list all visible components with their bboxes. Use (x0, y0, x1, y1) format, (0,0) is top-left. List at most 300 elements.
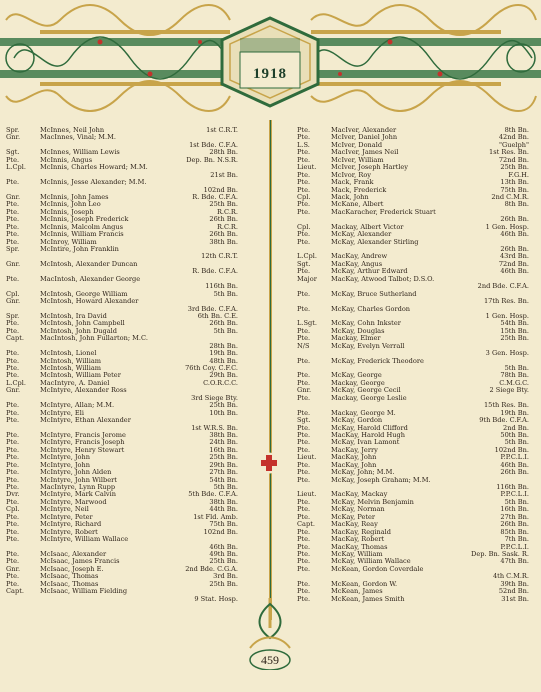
unit-label: C.M.G.C. (499, 378, 529, 387)
soldier-name: McInnis, Joseph (40, 207, 94, 216)
soldier-name: MacKay, Thomas (331, 542, 388, 551)
unit-label: 28th Bn. (209, 148, 238, 157)
rank-label: Pte. (6, 222, 20, 231)
soldier-name: McKay, Ivan Lamont (331, 438, 400, 447)
rank-label: Pte. (297, 430, 311, 439)
unit-label: 1st Res. Bn. (489, 148, 529, 157)
rank-label: Pte. (6, 408, 20, 417)
rank-label: Pte. (297, 594, 311, 603)
soldier-name: McIntyre, Richard (40, 520, 102, 529)
rank-label: Pte. (297, 304, 311, 313)
rank-label: Pte. (6, 475, 20, 484)
soldier-name: Mackay, Elmer (331, 334, 381, 343)
unit-label: 46th Bn. (500, 460, 529, 469)
unit-label: 2nd Bde. C.G.A. (185, 564, 238, 573)
unit-label: 24th Bn. (209, 438, 238, 447)
rank-label: Sgt. (297, 259, 311, 268)
soldier-name: McInroy, William (40, 237, 97, 246)
rank-label: Cpl. (297, 222, 311, 231)
rank-label: Pte. (297, 587, 311, 596)
soldier-name: McKay, Norman (331, 505, 385, 514)
unit-label: 2nd Bde. C.F.A. (477, 282, 529, 291)
unit-label: 5th Bn. (213, 289, 238, 298)
rank-label: Gnr. (6, 386, 21, 395)
soldier-name: McIntyre, John (40, 460, 91, 469)
unit-label: 16th Bn. (209, 445, 238, 454)
rank-label: Gnr. (297, 386, 312, 395)
unit-label: 5th Bn. (213, 483, 238, 491)
soldier-name: Mack, Frederick (331, 185, 387, 194)
soldier-name: MacIntosh, Alexander George (40, 274, 141, 283)
rank-label: Spr. (6, 126, 20, 134)
rank-label: Pte. (6, 371, 20, 380)
unit-label: F.G.H. (508, 170, 529, 179)
roll-entry (6, 276, 238, 283)
unit-label: 26th Bn. (500, 245, 529, 253)
rank-label: Pte. (297, 549, 311, 558)
rank-label: Pte. (6, 319, 20, 328)
unit-label: 3 Gen. Hosp. (485, 349, 529, 358)
soldier-name: McIver, Donald (331, 140, 383, 149)
soldier-name: McInnis, Angus (40, 155, 93, 164)
rank-label: Gnr. (6, 192, 21, 201)
soldier-name: Mackay, George M. (331, 408, 396, 417)
soldier-name: McIntyre, John Wilbert (40, 475, 117, 484)
unit-label: 72nd Bn. (498, 155, 529, 164)
soldier-name: MacKay, Angus (331, 259, 383, 268)
rank-label: Major (297, 274, 317, 283)
unit-label: 5th Bn. (504, 497, 529, 506)
rank-label: Pte. (6, 349, 20, 358)
rank-label: Lieut. (297, 453, 317, 462)
soldier-name: McKay, William Wallace (331, 557, 411, 566)
rank-label: Pte. (6, 416, 20, 425)
soldier-name: McKay, Arthur Edward (331, 267, 408, 276)
rank-label: Pte. (6, 520, 20, 529)
soldier-name: McKean, James Smith (331, 594, 405, 603)
unit-label: 1st W.R.S. Bn. (191, 423, 238, 432)
year-label: 1918 (253, 66, 287, 82)
unit-label: 1st C.R.T. (206, 126, 238, 134)
unit-label: 48th Bn. (209, 356, 238, 365)
unit-label: 26th Bn. (500, 215, 529, 224)
rank-label: Pte. (6, 572, 20, 581)
roll-entry (6, 335, 238, 342)
soldier-name: McKay, Melvin Benjamin (331, 497, 414, 506)
rank-label: Pte. (6, 326, 20, 335)
unit-label: 46th Bn. (500, 230, 529, 239)
rank-label: Pte. (6, 460, 20, 469)
unit-label: 26th Bn. (500, 468, 529, 477)
rank-label: Pte. (6, 579, 20, 588)
soldier-name: MacKay, Reginald (331, 527, 391, 536)
soldier-name: McIntire, John Franklin (40, 245, 119, 253)
unit-label: P.P.C.L.I. (500, 490, 529, 499)
soldier-name: McInnis, John James (40, 192, 109, 201)
unit-label: 27th Bn. (500, 512, 529, 521)
unit-label: 26th Bn. (500, 520, 529, 529)
rank-label: Pte. (6, 155, 20, 164)
unit-label: 102nd Bn. (203, 185, 238, 194)
soldier-name: McKean, Gordon Coverdale (331, 564, 424, 573)
unit-label: 8th Bn. (504, 200, 529, 209)
unit-label: 116th Bn. (205, 282, 238, 291)
soldier-name: McIntyre, Marwood (40, 497, 107, 506)
unit-label: 76th Coy. C.F.C. (185, 364, 238, 372)
unit-label: 25th Bn. (209, 200, 238, 209)
soldier-name: MacIntosh, John Fullarton; M.C. (40, 334, 148, 343)
soldier-name: McKay, Evelyn Verrall (331, 341, 405, 350)
soldier-name: Mack, John (331, 192, 369, 201)
unit-label: 9th Bde. C.F.A. (479, 416, 529, 425)
unit-label: 46th Bn. (209, 542, 238, 551)
soldier-name: McIver, Daniel John (331, 133, 398, 142)
rank-label: Pte. (297, 356, 311, 365)
unit-label: 25th Bn. (500, 163, 529, 172)
rank-label: L.Cpl. (297, 252, 317, 261)
rank-label: Pte. (6, 512, 20, 521)
unit-label: Dep. Bn. N.S.R. (186, 155, 238, 164)
soldier-name: McIntyre, Ethan Alexander (40, 416, 131, 425)
unit-label: 28th Bn. (209, 341, 238, 350)
soldier-name: McKay, Frederick Theodore (331, 356, 424, 365)
rank-label: Capt. (6, 334, 24, 343)
rank-label: Pte. (297, 267, 311, 276)
rank-label: Lieut. (297, 163, 317, 172)
unit-label: 5th Bn. (504, 438, 529, 447)
rank-label: L.Cpl. (6, 378, 26, 387)
soldier-name: McKane, Albert (331, 200, 384, 209)
soldier-name: McIntosh, George William (40, 289, 128, 298)
unit-label: 7th Bn. (504, 535, 529, 544)
unit-label: 19th Bn. (500, 408, 529, 417)
soldier-name: McInnis, Charles Howard; M.M. (40, 163, 148, 172)
unit-label: 3rd Bde. C.F.A. (187, 304, 238, 313)
soldier-name: McIsaac, Alexander (40, 549, 107, 558)
soldier-name: McIsaac, William Fielding (40, 587, 128, 596)
unit-label: 1 Gen. Hosp. (485, 311, 529, 320)
rank-label: Lieut. (297, 490, 317, 499)
rank-label: Pte. (6, 200, 20, 209)
rank-label: Pte. (6, 549, 20, 558)
unit-label: 26th Bn. (209, 319, 238, 328)
soldier-name: McIntyre, Peter (40, 512, 93, 521)
unit-label: 21st Bn. (210, 170, 238, 179)
soldier-name: McIntyre, Mark Calvin (40, 490, 117, 499)
unit-label: 15th Res. Bn. (483, 401, 529, 410)
rank-label: Capt. (297, 520, 315, 529)
unit-label: 50th Bn. (500, 430, 529, 439)
rank-label: Pte. (6, 468, 20, 477)
rank-label: Pte. (297, 133, 311, 142)
soldier-name: McKay, Gordon (331, 416, 383, 425)
soldier-name: McIntosh, Lionel (40, 349, 97, 358)
roll-entry (6, 596, 238, 603)
rank-label: Pte. (6, 483, 20, 491)
unit-label: 116th Bn. (496, 483, 529, 491)
unit-label: 75th Bn. (209, 520, 238, 529)
soldier-name: McIntyre, Allan; M.M. (40, 401, 115, 410)
unit-label: 2nd C.M.R. (491, 192, 529, 201)
soldier-name: MacKaracher, Frederick Stuart (331, 207, 436, 216)
roll-entry (6, 164, 238, 171)
rank-label: Pte. (6, 356, 20, 365)
roll-entry (297, 596, 529, 603)
unit-label: 17th Res. Bn. (483, 297, 529, 306)
soldier-name: McIsaac, Thomas (40, 572, 99, 581)
unit-label: 39th Bn. (500, 579, 529, 588)
soldier-name: MacKay, Mackay (331, 490, 388, 499)
soldier-name: McIntosh, John Campbell (40, 319, 125, 328)
unit-label: 25th Bn. (209, 453, 238, 462)
rank-label: Capt. (6, 587, 24, 596)
unit-label: 54th Bn. (209, 475, 238, 484)
rank-label: Pte. (6, 274, 20, 283)
soldier-name: MacIntyre, A. Daniel (40, 378, 110, 387)
rank-label: L.Sgt. (297, 319, 317, 328)
soldier-name: McInnis, Malcolm Angus (40, 222, 123, 231)
soldier-name: McIntosh, John Dugald (40, 326, 117, 335)
soldier-name: McKay, George (331, 371, 382, 380)
unit-label: 5th Bde. C.F.A. (188, 490, 238, 499)
unit-label: 52nd Bn. (498, 587, 529, 596)
rank-label: Pte. (6, 535, 20, 544)
soldier-name: McKay, Alexander (331, 230, 392, 239)
soldier-name: McIvor, Roy (331, 170, 372, 179)
rank-label: Cpl. (6, 505, 20, 514)
rank-label: Pte. (297, 497, 311, 506)
soldier-name: McKay, Alexander Stirling (331, 237, 419, 246)
rank-label: Pte. (297, 579, 311, 588)
roll-entry (297, 239, 529, 246)
unit-label: 78th Bn. (500, 371, 529, 380)
soldier-name: McIntyre, Francis Jerome (40, 430, 126, 439)
rank-label: Pte. (6, 527, 20, 536)
rank-label: Pte. (297, 505, 311, 514)
soldier-name: McIntosh, Alexander Duncan (40, 259, 138, 268)
unit-label: P.P.C.L.I. (500, 542, 529, 551)
rank-label: Gnr. (6, 259, 21, 268)
unit-label: 25th Bn. (209, 401, 238, 410)
rank-label: Pte. (297, 378, 311, 387)
rank-label: Pte. (6, 438, 20, 447)
soldier-name: McIntyre, Robert (40, 527, 98, 536)
soldier-name: McIntosh, William Peter (40, 371, 121, 380)
rank-label: Pte. (297, 334, 311, 343)
unit-label: 44th Bn. (209, 505, 238, 514)
rank-label: Spr. (6, 311, 20, 320)
unit-label: 38th Bn. (209, 430, 238, 439)
rank-label: Pte. (6, 364, 20, 372)
soldier-name: McIsaac, Joseph E. (40, 564, 104, 573)
rank-label: Pte. (297, 557, 311, 566)
soldier-name: McInnis, Joseph Frederick (40, 215, 129, 224)
unit-label: 25th Bn. (209, 579, 238, 588)
rank-label: Pte. (6, 215, 20, 224)
rank-label: Pte. (297, 237, 311, 246)
unit-label: R. Bde. C.F.A. (192, 192, 238, 201)
soldier-name: McKay, George Cecil (331, 386, 401, 395)
soldier-name: McKay, Harold Clifford (331, 423, 408, 432)
rank-label: Pte. (297, 230, 311, 239)
unit-label: 1st Fld. Amb. (193, 512, 238, 521)
soldier-name: McKay, Douglas (331, 326, 385, 335)
unit-label: 102nd Bn. (494, 445, 529, 454)
rank-label: L.Cpl. (6, 163, 26, 172)
soldier-name: McIntyre, Alexander Ross (40, 386, 127, 395)
soldier-name: MacIntyre, Lynn Rupp (40, 483, 116, 491)
soldier-name: Mackay, George (331, 378, 385, 387)
unit-label: 10th Bn. (209, 408, 238, 417)
unit-label: 1 Gen. Hosp. (485, 222, 529, 231)
rank-label: Spr. (6, 245, 20, 253)
rank-label: Dvr. (6, 490, 20, 499)
rank-label: Sgt. (6, 148, 20, 157)
rank-label: Pte. (297, 155, 311, 164)
soldier-name: McInnes, William Lewis (40, 148, 120, 157)
soldier-name: McInnis, William Francis (40, 230, 124, 239)
rank-label: Pte. (297, 178, 311, 187)
unit-label: C.O.R.C.C. (203, 378, 238, 387)
unit-label: 75th Bn. (500, 185, 529, 194)
unit-label: 16th Bn. (500, 505, 529, 514)
rank-label: Gnr. (6, 297, 21, 306)
unit-label: 29th Bn. (209, 460, 238, 469)
unit-label: 102nd Bn. (203, 527, 238, 536)
soldier-name: MacKay, Reay (331, 520, 378, 529)
soldier-name: McIver, William (331, 155, 384, 164)
left-name-column (6, 127, 238, 603)
soldier-name: McIntyre, John Alden (40, 468, 112, 477)
rank-label: Pte. (297, 527, 311, 536)
unit-label: 38th Bn. (209, 237, 238, 246)
rank-label: Pte. (297, 535, 311, 544)
rank-label: Pte. (297, 185, 311, 194)
soldier-name: MacIver, Alexander (331, 126, 397, 134)
unit-label: 25th Bn. (500, 334, 529, 343)
unit-label: 43rd Bn. (499, 252, 529, 261)
unit-label: 9 Stat. Hosp. (194, 594, 238, 603)
rank-label: Cpl. (297, 192, 311, 201)
soldier-name: McKay, Bruce Sutherland (331, 289, 417, 298)
soldier-name: McIsaac, James Francis (40, 557, 120, 566)
soldier-name: Mackay, Albert Victor (331, 222, 404, 231)
rank-label: Pte. (297, 445, 311, 454)
unit-label: 8th Bn. (504, 126, 529, 134)
soldier-name: McIntyre, Eli (40, 408, 84, 417)
unit-label: P.P.C.L.I. (500, 453, 529, 462)
rank-label: Pte. (297, 408, 311, 417)
roll-entry (297, 209, 529, 216)
rank-label: Pte. (297, 207, 311, 216)
soldier-name: MacInnes, Vinal; M.M. (40, 133, 117, 142)
center-divider (268, 120, 273, 620)
soldier-name: McIntyre, Henry Stewart (40, 445, 125, 454)
unit-label: Dep. Bn. Sask. R. (471, 549, 529, 558)
rank-label: Pte. (297, 423, 311, 432)
rank-label: Pte. (6, 401, 20, 410)
unit-label: 25th Bn. (209, 557, 238, 566)
soldier-name: McKean, James (331, 587, 383, 596)
unit-label: 46th Bn. (500, 267, 529, 276)
soldier-name: MacKay, Harold Hugh (331, 430, 405, 439)
roll-entry (297, 477, 529, 484)
rank-label: Pte. (6, 445, 20, 454)
unit-label: 29th Bn. (209, 371, 238, 380)
soldier-name: McIsaac, Thomas (40, 579, 99, 588)
soldier-name: McIntyre, John (40, 453, 91, 462)
rank-label: Pte. (6, 557, 20, 566)
rank-label: Pte. (297, 460, 311, 469)
soldier-name: MacKay, Andrew (331, 252, 388, 261)
rank-label: Pte. (6, 430, 20, 439)
rank-label: Pte. (297, 200, 311, 209)
rank-label: Pte. (297, 542, 311, 551)
rank-label: Pte. (297, 371, 311, 380)
soldier-name: McKay, William (331, 549, 383, 558)
soldier-name: Mack, Frank (331, 178, 374, 187)
unit-label: 15th Bn. (500, 326, 529, 335)
rank-label: Pte. (6, 178, 20, 187)
rank-label: Pte. (297, 326, 311, 335)
red-cross-emblem (258, 452, 280, 474)
soldier-name: McIntosh, William (40, 356, 102, 365)
unit-label: 42nd Bn. (498, 133, 529, 142)
soldier-name: McInnis, Jesse Alexander; M.M. (40, 178, 147, 187)
unit-label: 1st Bde. C.F.A. (189, 140, 238, 149)
rank-label: Pte. (297, 468, 311, 477)
rank-label: Cpl. (6, 289, 20, 298)
unit-label: 5th Bn. (213, 326, 238, 335)
rank-label: Pte. (297, 289, 311, 298)
rank-label: Pte. (297, 475, 311, 484)
right-name-column (297, 127, 529, 603)
rank-label: Gnr. (6, 133, 21, 142)
unit-label: 49th Bn. (209, 549, 238, 558)
rank-label: Pte. (297, 564, 311, 573)
unit-label: R.C.R. (216, 207, 238, 216)
unit-label: 54th Bn. (500, 319, 529, 328)
soldier-name: McIntosh, William (40, 364, 102, 372)
soldier-name: McIntyre, Francis Joseph (40, 438, 125, 447)
unit-label: 2nd Bn. (503, 423, 529, 432)
rank-label: Gnr. (6, 564, 21, 573)
soldier-name: MacKay, Robert (331, 535, 385, 544)
unit-label: 13th Bn. (500, 178, 529, 187)
page-number: 459 (261, 653, 279, 667)
unit-label: 12th C.R.T. (201, 252, 238, 261)
unit-label: 85th Bn. (500, 527, 529, 536)
unit-label: 3rd Bn. (213, 572, 238, 581)
soldier-name: MacKay, Atwood Talbot; D.S.O. (331, 274, 435, 283)
unit-label: R.C.R. (216, 222, 238, 231)
rank-label: Pte. (6, 497, 20, 506)
soldier-name: McKay, Peter (331, 512, 376, 521)
unit-label: 47th Bn. (500, 557, 529, 566)
rank-label: Pte. (297, 126, 311, 134)
soldier-name: McKay, Joseph Graham; M.M. (331, 475, 431, 484)
soldier-name: MacKay, John (331, 460, 377, 469)
rank-label: Pte. (297, 438, 311, 447)
soldier-name: McKay, Cohn Inkster (331, 319, 401, 328)
roll-entry (297, 358, 529, 365)
soldier-name: McIntosh, Howard Alexander (40, 297, 139, 306)
soldier-name: MacKay, John (331, 453, 377, 462)
rank-label: N/S (297, 341, 310, 350)
unit-label: 31st Bn. (501, 594, 529, 603)
unit-label: 19th Bn. (209, 349, 238, 358)
unit-label: 6th Bn. C.E. (197, 311, 238, 320)
